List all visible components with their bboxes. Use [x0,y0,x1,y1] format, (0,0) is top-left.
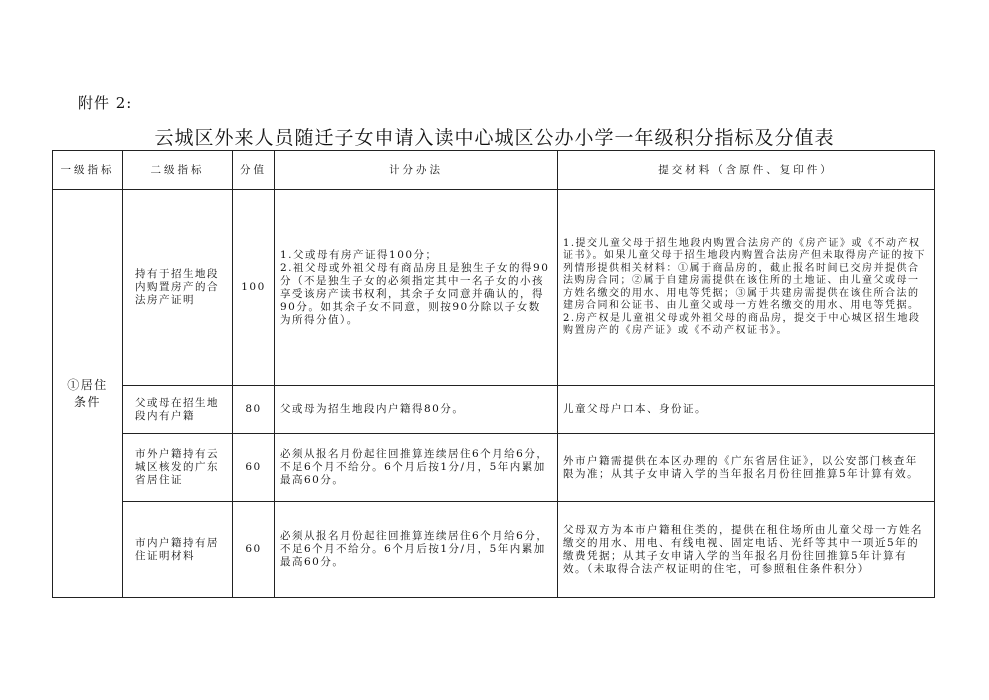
method-cell: 必须从报名月份起往回推算连续居住6个月给6分，不足6个月不给分。6个月后按1分/月，5年内累加最高60分。 [275,434,558,502]
indicator-cell: 市内户籍持有居住证明材料 [123,502,233,598]
materials-cell: 1.提交儿童父母于招生地段内购置合法房产的《房产证》或《不动产权证书》。如果儿童父母于招生地段内购置合法房产但未取得房产证的按下列情形提供相关材料：①属于商品房的，截止报名时间已交房并提供合法购房合同；②属于自建房需提供在该住所的土地证、由儿童父或母一方姓名缴交的用水、用电等凭据；③属于共建房需提供在该住所合法的建房合同和公证书、由儿童父或母一方姓名缴交的用水、用电等凭据。 2.房产权是儿童祖父母或外祖父母的商品房，提交于中心城区招生地段购置房产的《房产证》或《不动产权证书》。 [558,190,935,386]
score-cell: 60 [233,502,275,598]
indicator-cell: 市外户籍持有云城区核发的广东省居住证 [123,434,233,502]
attachment-label: 附件 2: [78,94,133,112]
score-cell: 100 [233,190,275,386]
category-cell: ①居住条件 [53,190,123,598]
document-title: 云城区外来人员随迁子女申请入读中心城区公办小学一年级积分指标及分值表 [154,127,835,149]
header-materials: 提交材料（含原件、复印件） [558,151,935,190]
table-row [53,386,935,434]
table-header-row [53,151,935,190]
method-cell: 父或母为招生地段内户籍得80分。 [275,386,558,434]
table-row [53,434,935,502]
header-level2: 二级指标 [123,151,233,190]
materials-cell: 父母双方为本市户籍租住类的，提供在租住场所由儿童父母一方姓名缴交的用水、用电、有线电视、固定电话、光纤等其中一项近5年的缴费凭据；从其子女申请入学的当年报名月份往回推算5年计算有效。（未取得合法产权证明的住宅，可参照租住条件积分） [558,502,935,598]
score-cell: 60 [233,434,275,502]
score-cell: 80 [233,386,275,434]
indicator-cell: 持有于招生地段内购置房产的合法房产证明 [123,190,233,386]
table-row [53,190,935,386]
materials-cell: 外市户籍需提供在本区办理的《广东省居住证》，以公安部门核查年限为准；从其子女申请入学的当年报名月份往回推算5年计算有效。 [558,434,935,502]
table-row [53,502,935,598]
indicator-cell: 父或母在招生地段内有户籍 [123,386,233,434]
header-method: 计分办法 [275,151,558,190]
score-table [52,150,935,598]
materials-cell: 儿童父母户口本、身份证。 [558,386,935,434]
method-cell: 1.父或母有房产证得100分； 2.祖父母或外祖父母有商品房且是独生子女的得90分（不是独生子女的必须指定其中一名子女的小孩享受该房产读书权利，其余子女同意并确认的，得90分。如其余子女不同意，则按90分除以子女数为所得分值）。 [275,190,558,386]
header-level1: 一级指标 [53,151,123,190]
method-cell: 必须从报名月份起往回推算连续居住6个月给6分，不足6个月不给分。6个月后按1分/月，5年内累加最高60分。 [275,502,558,598]
header-score: 分值 [233,151,275,190]
